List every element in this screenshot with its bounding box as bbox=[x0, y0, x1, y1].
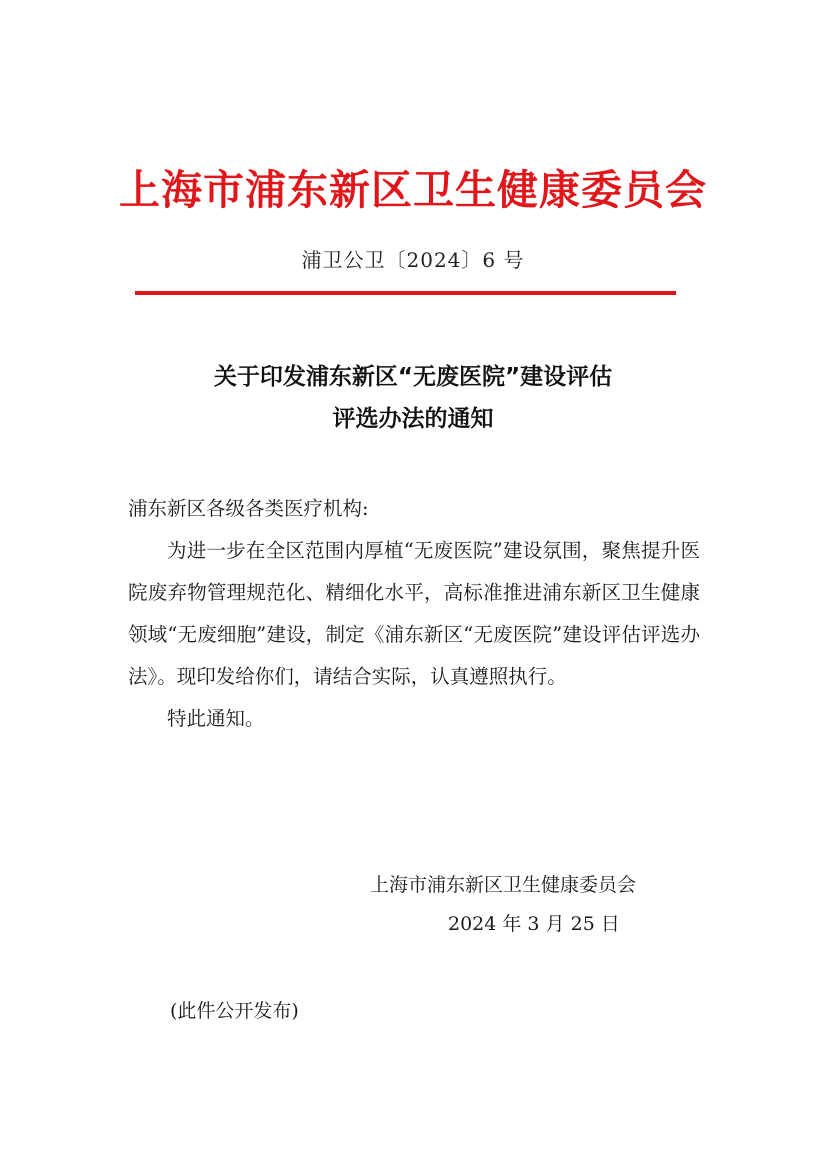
red-divider-rule bbox=[135, 291, 676, 295]
document-body bbox=[128, 488, 700, 740]
signature-date: 2024 年 3 月 25 日 bbox=[448, 913, 620, 935]
issuing-org-header: 上海市浦东新区卫生健康委员会 bbox=[119, 166, 707, 214]
document-title-line-2: 评选办法的通知 bbox=[332, 406, 494, 432]
document-title-line-1: 关于印发浦东新区“无废医院”建设评估 bbox=[213, 364, 613, 390]
document-title bbox=[0, 356, 826, 440]
public-release-note: (此件公开发布) bbox=[170, 1000, 299, 1022]
document-number: 浦卫公卫〔2024〕6 号 bbox=[301, 248, 525, 272]
body-paragraph: 为进一步在全区范围内厚植“无废医院”建设氛围，聚焦提升医院废弃物管理规范化、精细化水平，高标准推进浦东新区卫生健康领域“无废细胞”建设，制定《浦东新区“无废医院”建设评估评选办法》。现印发给你们，请结合实际，认真遵照执行。 bbox=[128, 539, 700, 688]
closing-line: 特此通知。 bbox=[167, 707, 265, 730]
salutation: 浦东新区各级各类医疗机构: bbox=[128, 497, 369, 520]
signature-org: 上海市浦东新区卫生健康委员会 bbox=[370, 874, 637, 896]
